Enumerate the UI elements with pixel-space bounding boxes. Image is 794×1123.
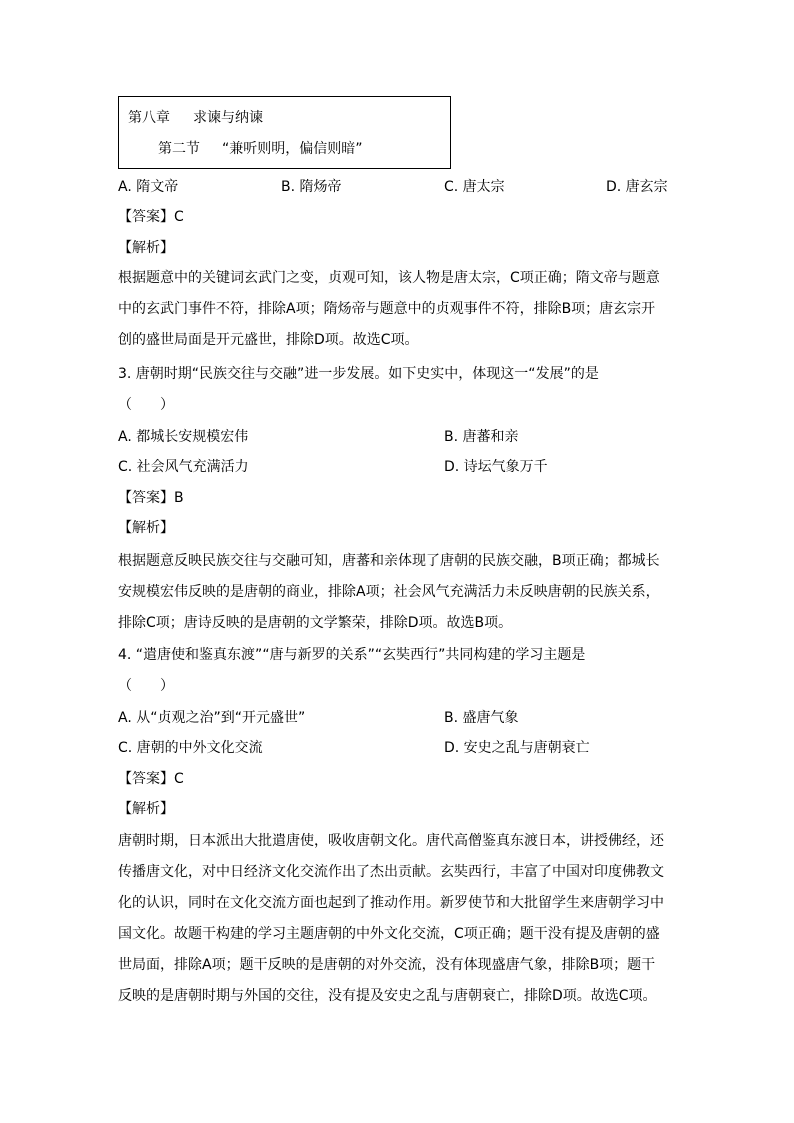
q2-option-a: A. 隋文帝 [118,179,179,195]
q3-answer: 【答案】B [118,490,184,506]
q2-analysis-line: 创的盛世局面是开元盛世，排除D项。故选C项。 [118,332,419,348]
q3-analysis-heading: 【解析】 [118,520,174,536]
q2-analysis-line: 中的玄武门事件不符，排除A项；隋炀帝与题意中的贞观事件不符，排除B项；唐玄宗开 [118,301,656,317]
q4-answer: 【答案】C [118,771,184,787]
q4-stem: 4. “遣唐使和鉴真东渡”“唐与新罗的关系”“玄奘西行”共同构建的学习主题是 [118,647,586,663]
q4-analysis-line: 反映的是唐朝时期与外国的交往，没有提及安史之乱与唐朝衰亡，排除D项。故选C项。 [118,988,657,1004]
chapter-title: 求谏与纳谏 [193,110,263,126]
q4-option-a: A. 从“贞观之治”到“开元盛世” [118,710,306,726]
q2-analysis-line: 根据题意中的关键词玄武门之变，贞观可知，该人物是唐太宗，C项正确；隋文帝与题意 [118,270,660,286]
q3-option-a: A. 都城长安规模宏伟 [118,429,249,445]
q2-option-d: D. 唐玄宗 [606,179,668,195]
section-label: 第二节 [158,141,200,157]
q3-analysis-line: 根据题意反映民族交往与交融可知，唐蕃和亲体现了唐朝的民族交融，B项正确；都城长 [118,553,660,569]
q3-stem: 3. 唐朝时期“民族交往与交融”进一步发展。如下史实中，体现这一“发展”的是 [118,366,599,382]
q2-option-b: B. 隋炀帝 [281,179,342,195]
q2-analysis-heading: 【解析】 [118,240,174,256]
q4-bracket: （ ） [118,678,174,694]
q3-analysis-line: 安规模宏伟反映的是唐朝的商业，排除A项；社会风气充满活力未反映唐朝的民族关系， [118,584,660,600]
q3-option-b: B. 唐蕃和亲 [444,429,519,445]
q2-option-c: C. 唐太宗 [444,179,505,195]
section-title: “兼听则明，偏信则暗” [222,141,363,157]
q3-analysis-line: 排除C项；唐诗反映的是唐朝的文学繁荣，排除D项。故选B项。 [118,615,513,631]
q2-answer: 【答案】C [118,209,184,225]
q4-analysis-line: 国文化。故题干构建的学习主题唐朝的中外文化交流，C项正确；题干没有提及唐朝的盛 [118,926,660,942]
chapter-label: 第八章 [128,110,170,126]
q4-analysis-heading: 【解析】 [118,801,174,817]
q3-bracket: （ ） [118,397,174,413]
q4-option-d: D. 安史之乱与唐朝衰亡 [444,740,590,756]
q4-analysis-line: 化的认识，同时在文化交流方面也起到了推动作用。新罗使节和大批留学生来唐朝学习中 [118,895,664,911]
q4-option-b: B. 盛唐气象 [444,710,519,726]
q4-analysis-line: 传播唐文化，对中日经济文化交流作出了杰出贡献。玄奘西行，丰富了中国对印度佛教文 [118,864,664,880]
q4-analysis-line: 世局面，排除A项；题干反映的是唐朝的对外交流，没有体现盛唐气象，排除B项；题干 [118,957,656,973]
q3-option-c: C. 社会风气充满活力 [118,459,249,475]
q4-analysis-line: 唐朝时期，日本派出大批遣唐使，吸收唐朝文化。唐代高僧鉴真东渡日本，讲授佛经，还 [118,833,664,849]
q3-option-d: D. 诗坛气象万千 [444,459,548,475]
q4-option-c: C. 唐朝的中外文化交流 [118,740,263,756]
